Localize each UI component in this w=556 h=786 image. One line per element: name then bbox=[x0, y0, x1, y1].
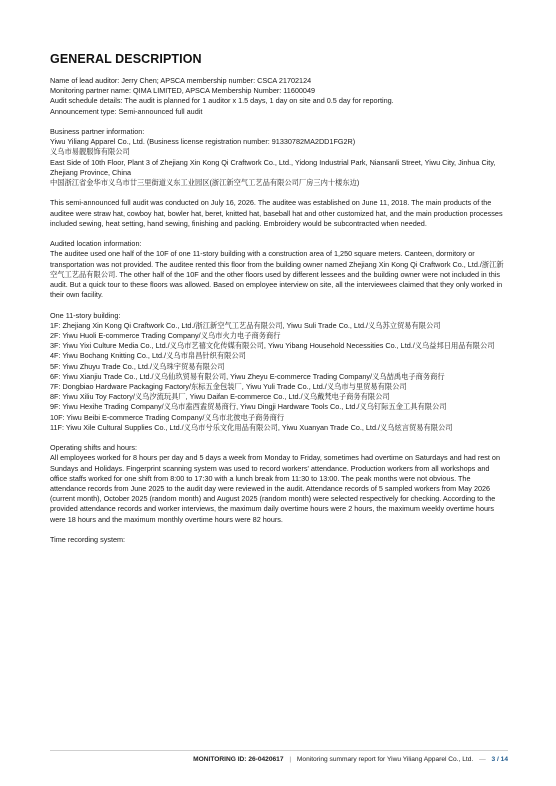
floor-item: 11F: Yiwu Xile Cultural Supplies Co., Ltd./义乌市兮乐文化用品有限公司, Yiwu Xuanyan Trade Co., Ltd./义乌炫言贸易有限公司 bbox=[50, 422, 453, 432]
location-title: Audited location information: bbox=[50, 239, 142, 249]
shifts-paragraph: All employees worked for 8 hours per day and 5 days a week from Monday to Friday, sometimes had overtime on Saturdays and had rest on Sundays and Holidays. Fingerprint scanning system was used to record workers' attendance. Production workers from all workshops and office staffs worked for one shift from 8:00 to 17:30 with a lunch break from 11:30 to 13:00. The peak months were not obvious. The attendance records from June 2025 to the audit day were reviewed in the audit. Attendance records of 5 sampled workers from May 2026 (current month), October 2025 (random month) and August 2025 (random month) were selected respectively for checking. According to the provided attendance records and worker interviews, the maximum daily overtime hours were 2 hours, the maximum weekly overtime hours were 18 hours and the maximum monthly overtime hours were 82 hours. bbox=[50, 453, 500, 524]
floor-item: 9F: Yiwu Hexihe Trading Company/义乌市盍西盍贸易商行, Yiwu Dingji Hardware Tools Co., Ltd./义乌钉际五金工具有限公司 bbox=[50, 402, 447, 412]
monitoring-partner-line: Monitoring partner name: QIMA LIMITED, APSCA Membership Number: 11600049 bbox=[50, 86, 316, 96]
shifts-block bbox=[50, 443, 508, 525]
business-partner-block bbox=[50, 127, 508, 188]
page-number: 3 / 14 bbox=[491, 756, 508, 763]
floor-item: 2F: Yiwu Huoli E-commerce Trading Company/义乌市火力电子商务商行 bbox=[50, 331, 281, 341]
building-block bbox=[50, 311, 508, 433]
section-heading: GENERAL DESCRIPTION bbox=[50, 52, 202, 66]
time-recording-title: Time recording system: bbox=[50, 535, 126, 545]
footer-dash: — bbox=[479, 756, 486, 763]
audit-info-block bbox=[50, 76, 508, 117]
floor-item: 6F: Yiwu Xianjiu Trade Co., Ltd./义乌仙玖贸易有限公司, Yiwu Zheyu E-commerce Trading Company/义乌喆禹电子商务商行 bbox=[50, 371, 445, 381]
lead-auditor-line: Name of lead auditor: Jerry Chen; APSCA membership number: CSCA 21702124 bbox=[50, 76, 312, 85]
floor-item: 8F: Yiwu Xiliu Toy Factory/义乌汐流玩具厂, Yiwu Daifan E-commerce Co., Ltd./义乌戴梵电子商务有限公司 bbox=[50, 392, 390, 402]
floor-item: 3F: Yiwu Yixi Culture Media Co., Ltd./义乌市艺禧文化传媒有限公司, Yiwu Yibang Household Necessities Co., Ltd./义乌益邦日用品有限公司 bbox=[50, 341, 495, 351]
monitoring-id: MONITORING ID: 26-0420617 bbox=[193, 756, 284, 763]
floor-item: 10F: Yiwu Beibi E-commerce Trading Company/义乌市北彼电子商务商行 bbox=[50, 412, 285, 422]
business-partner-title: Business partner information: bbox=[50, 127, 145, 136]
report-title: Monitoring summary report for Yiwu Yiliang Apparel Co., Ltd. bbox=[296, 756, 474, 763]
business-partner-address: East Side of 10th Floor, Plant 3 of Zhejiang Xin Kong Qi Craftwork Co., Ltd., Yidong Industrial Park, Niansanli Street, Yiwu City, Jinhua City, Zhejiang Province, China bbox=[50, 157, 496, 177]
floor-item: 7F: Dongbiao Hardware Packaging Factory/东标五金包装厂, Yiwu Yuli Trade Co., Ltd./义乌市与里贸易有限公司 bbox=[50, 382, 407, 392]
floor-item: 1F: Zhejiang Xin Kong Qi Craftwork Co., Ltd./浙江新空气工艺品有限公司, Yiwu Suli Trade Co., Ltd./义乌苏立贸易有限公司 bbox=[50, 320, 441, 330]
building-title: One 11-story building: bbox=[50, 310, 121, 320]
footer-divider bbox=[50, 750, 508, 751]
footer-separator: | bbox=[289, 756, 292, 763]
business-partner-name-cn: 义乌市易靓服饰有限公司 bbox=[50, 147, 130, 157]
summary-paragraph: This semi-announced full audit was conducted on July 16, 2026. The auditee was established on June 11, 2018. The main products of the auditee were straw hat, cowboy hat, bowler hat, beret, knitted hat, baseball hat and other customized hat, and the main production processes included sewing, heat setting, hand sewing, finishing and packing. Embroidery would be subcontracted when needed. bbox=[50, 198, 503, 228]
floor-item: 5F: Yiwu Zhuyu Trade Co., Ltd./义乌珠宇贸易有限公司 bbox=[50, 361, 225, 371]
floor-item: 4F: Yiwu Bochang Knitting Co., Ltd./义乌市帛昌针织有限公司 bbox=[50, 351, 246, 361]
page-footer bbox=[193, 756, 508, 763]
audit-schedule-line: Audit schedule details: The audit is planned for 1 auditor x 1.5 days, 1 day on site and 0.5 day for reporting. bbox=[50, 96, 394, 106]
business-partner-address-cn: 中国浙江省金华市义乌市廿三里街道义东工业园区(浙江新空气工艺品有限公司厂房三内十楼东边) bbox=[50, 178, 360, 188]
location-block bbox=[50, 239, 508, 300]
business-partner-name: Yiwu Yiliang Apparel Co., Ltd. (Business license registration number: 91330782MA2DD1FG2R) bbox=[50, 137, 356, 147]
announcement-type-line: Announcement type: Semi-announced full audit bbox=[50, 106, 203, 116]
location-paragraph: The auditee used one half of the 10F of one 11-story building with a construction area of 1,250 square meters. Canteen, dormitory or transportation was not provided. The auditee rented this floor from the building owner named Zhejiang Xin Kong Qi Craftwork Co., Ltd./浙江新空气工艺品有限公司. The other half of the 10F and the other floors used by different lessees and the building owner were not included in this audit. But a quick tour to these floors was allowed. Based on employee interview on site, all the interviewees claimed that they only worked in their own facility. bbox=[50, 249, 504, 300]
shifts-title: Operating shifts and hours: bbox=[50, 443, 138, 453]
document-body bbox=[50, 76, 508, 555]
